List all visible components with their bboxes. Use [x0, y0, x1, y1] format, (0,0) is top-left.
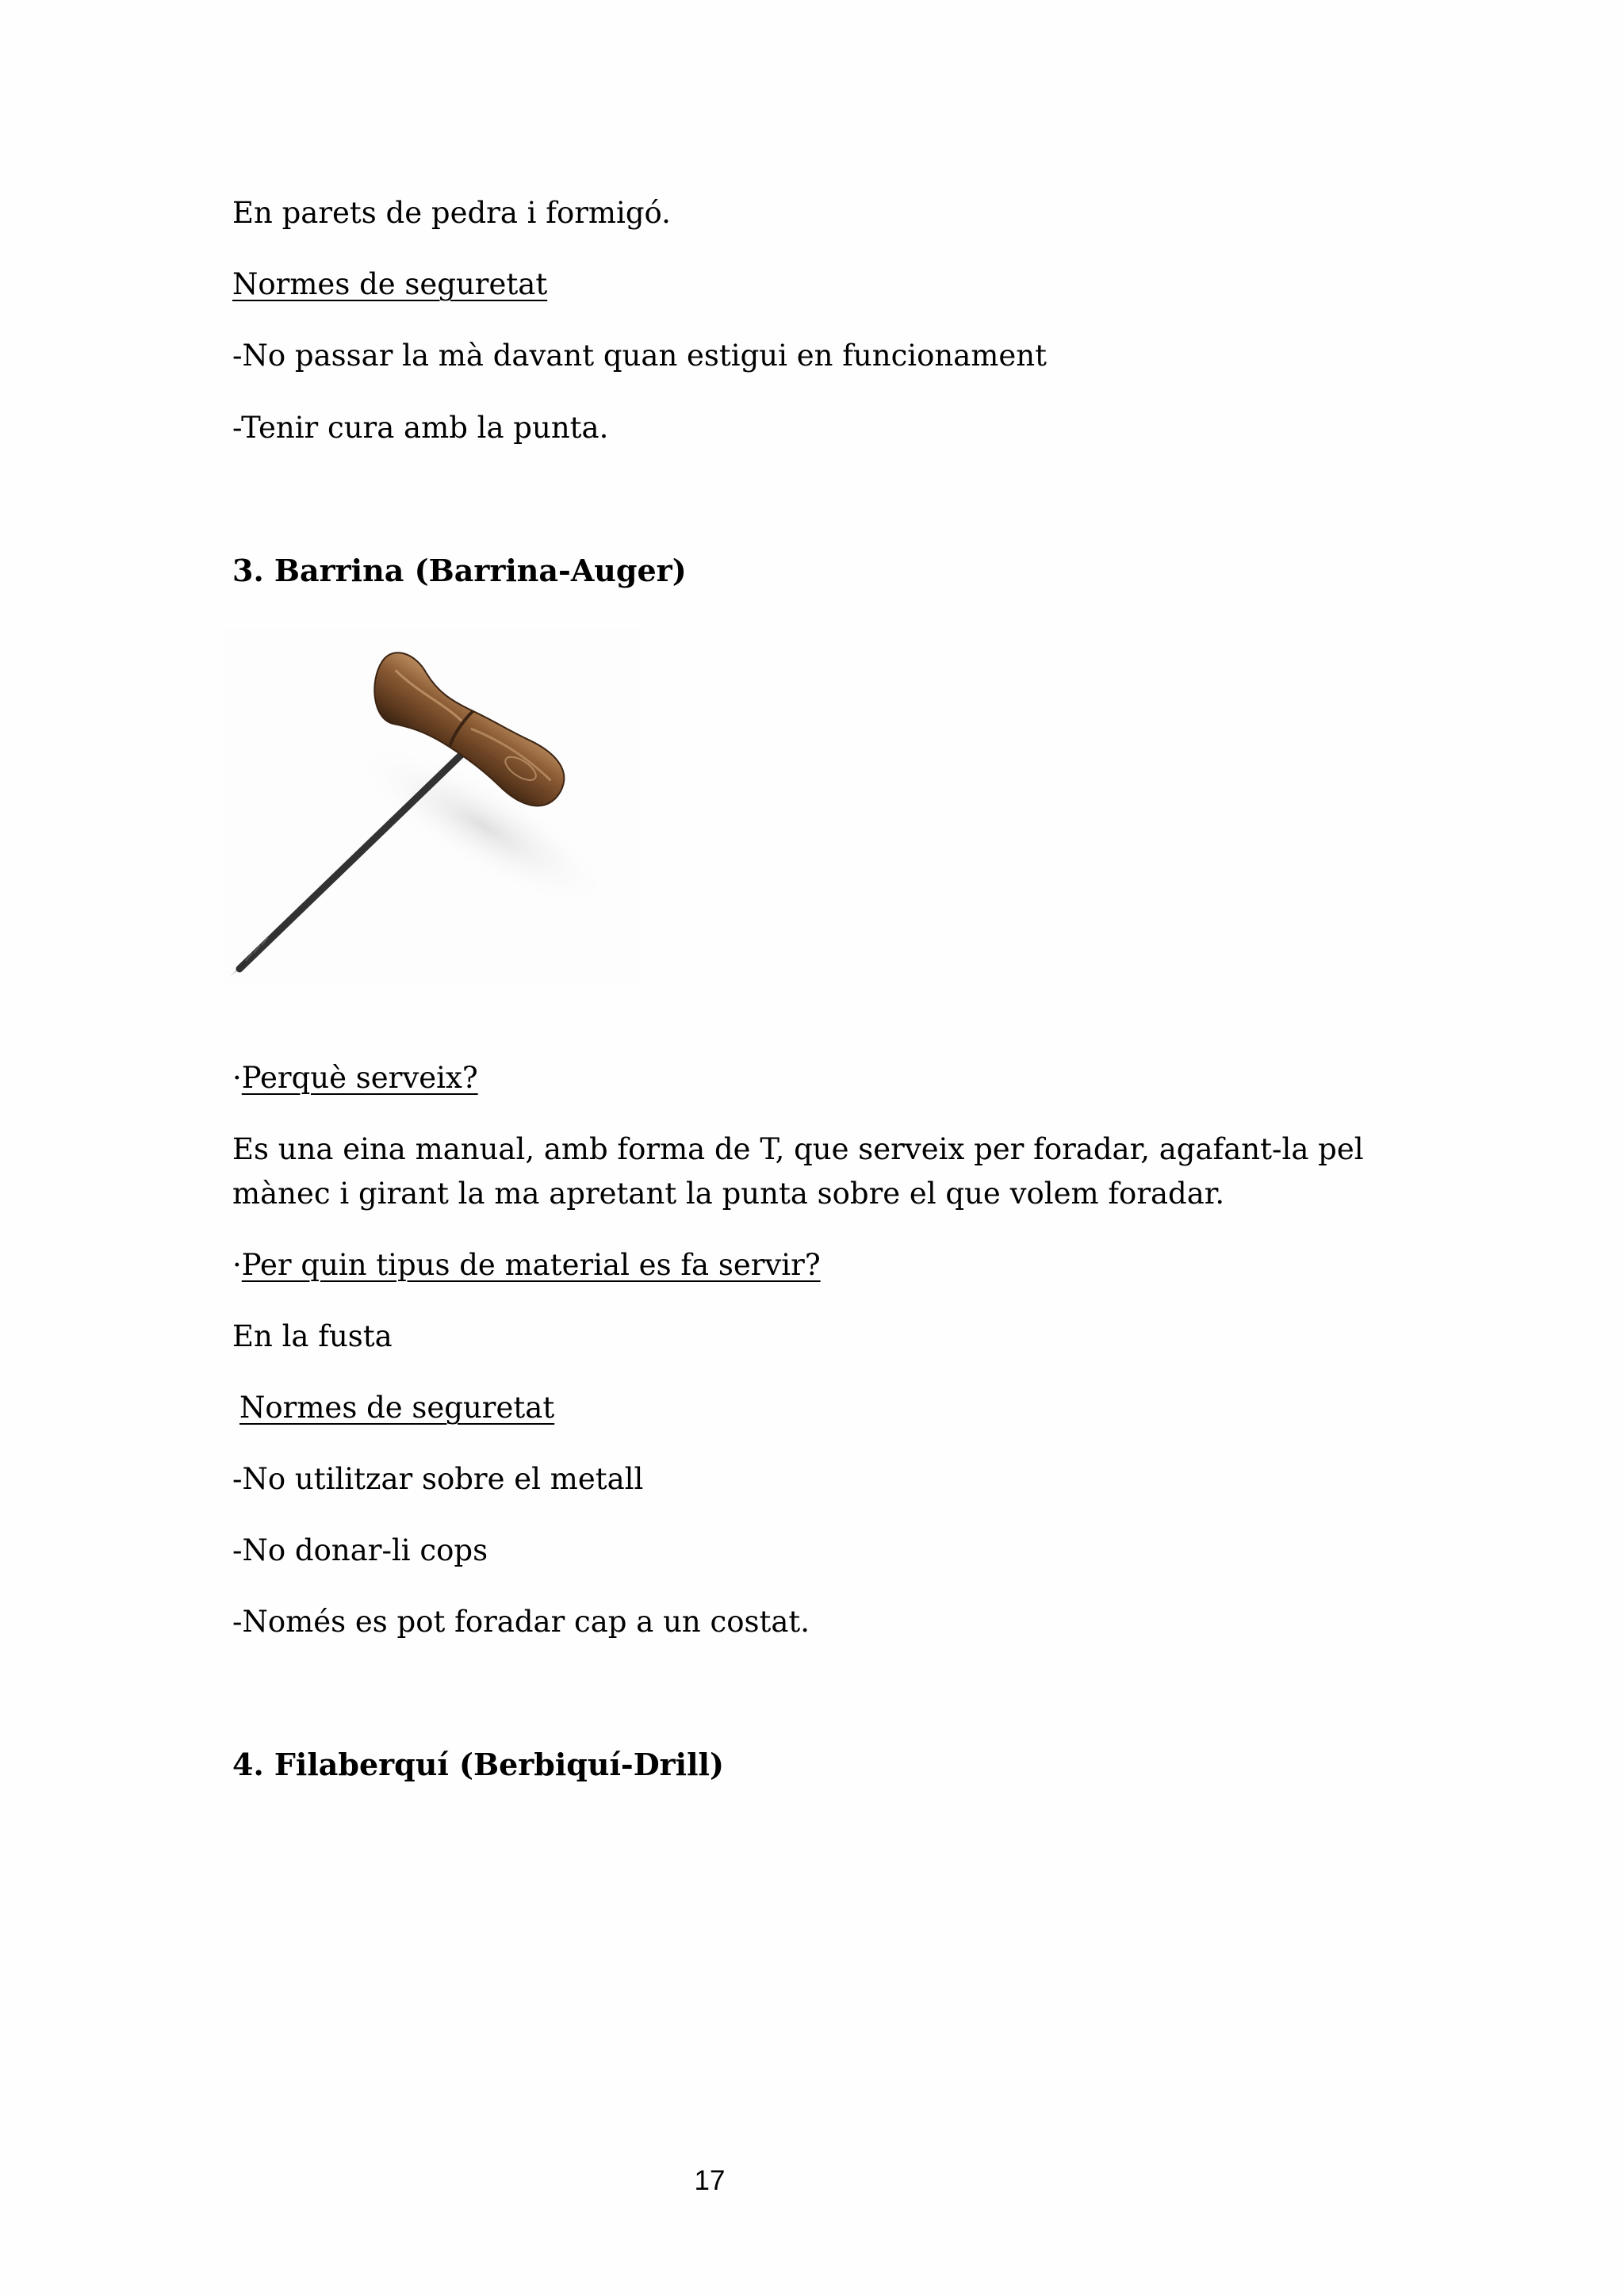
safety-heading: Normes de seguretat	[232, 267, 548, 301]
bullet: ·	[232, 1061, 242, 1095]
safety-rule: -No utilitzar sobre el metall	[232, 1462, 644, 1496]
page-number: 17	[694, 2165, 726, 2196]
answer-paragraph: Es una eina manual, amb forma de T, que serveix per foradar, agafant-la pel mànec i girant la ma apretant la punta sobre el que volem foradar.	[232, 1132, 1364, 1211]
safety-rule: -No donar-li cops	[232, 1533, 488, 1567]
auger-image	[222, 628, 641, 983]
safety-rule: -No passar la mà davant quan estigui en funcionament	[232, 339, 1047, 373]
question-line	[232, 1056, 478, 1100]
usage-text: En parets de pedra i formigó.	[232, 196, 671, 230]
section-heading: 4. Filaberquí (Berbiquí-Drill)	[232, 1747, 724, 1782]
safety-rule: -Tenir cura amb la punta.	[232, 411, 609, 445]
question-heading: Per quin tipus de material es fa servir?	[241, 1248, 821, 1282]
safety-heading: Normes de seguretat	[239, 1391, 555, 1425]
answer-text: En la fusta	[232, 1319, 393, 1353]
question-heading: Perquè serveix?	[241, 1061, 478, 1095]
question-line	[232, 1243, 821, 1288]
safety-rule: -Només es pot foradar cap a un costat.	[232, 1605, 810, 1639]
auger-illustration	[222, 628, 641, 983]
section-heading: 3. Barrina (Barrina-Auger)	[232, 553, 687, 588]
bullet: ·	[232, 1248, 242, 1282]
